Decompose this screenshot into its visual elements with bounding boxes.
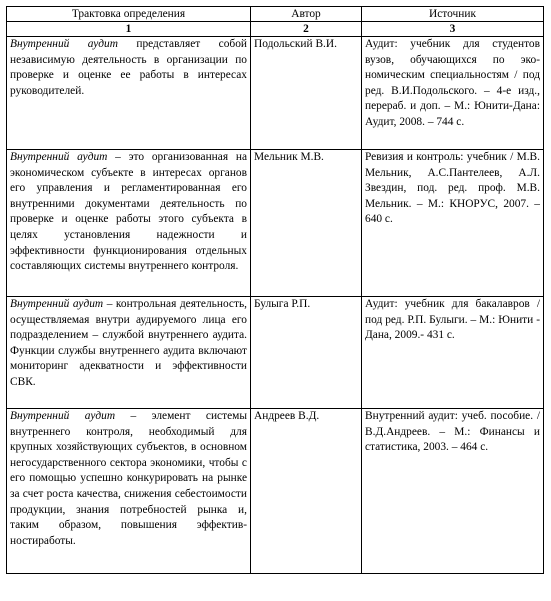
column-number: 2 — [251, 22, 362, 37]
definition-cell — [7, 37, 251, 150]
author-cell: Андреев В.Д. — [251, 409, 362, 574]
column-number: 3 — [362, 22, 544, 37]
table-row — [7, 150, 544, 297]
author-cell: Мельник М.В. — [251, 150, 362, 297]
definition-text: представляет собой независимую деятельность в организации по проверке и оценке ее работы в интересах руководителей. — [10, 38, 247, 97]
term-label: Внутренний аудит — [10, 410, 116, 422]
column-number: 1 — [7, 22, 251, 37]
header-definition: Трактовка определения — [7, 7, 251, 22]
column-number-row — [7, 22, 544, 37]
header-author: Автор — [251, 7, 362, 22]
definition-text: – это организованная на экономическом субъекте в интересах органов его управления и регламентированная его внутренними документами деятельность по проверке и оценке работы этого субъекта в целях установления надежности и эффективности функционирования отдельных составляющих системы внутреннего контроля. — [10, 151, 247, 273]
definition-text: – элемент системы внутреннего контроля, необходимый для крупных хозяйствующих субъектов, в основном негосударственного сектора экономики, чтобы с его помощью успешно конкурировать на рынке за счет роста качества, снижения себестоимости продукции, знания потребностей рынка и, таким образом, повышения эффективностиработы. — [10, 410, 247, 547]
table-row — [7, 37, 544, 150]
source-cell: Аудит: учебник для студентов вузов, обучающихся по экономическим специальностям / под ред. В.И.Подольского. – 4-е изд., перераб. и доп. – М.: Юнити-Дана: Аудит, 2008. – 744 с. — [362, 37, 544, 150]
source-cell: Аудит: учебник для бакалавров / под ред. Р.П. Булыги. – М.: Юнити - Дана, 2009.- 431 с. — [362, 297, 544, 409]
source-cell: Внутренний аудит: учеб. пособие. / В.Д.Андреев. – М.: Финансы и статистика, 2003. – 464 с. — [362, 409, 544, 574]
header-row — [7, 7, 544, 22]
definition-text: – контрольная деятельность, осуществляемая внутри аудируемого лица его подразделением – службой внутреннего аудита. Функции службы внутреннего аудита включают мониторинг адекватности и эффективности СВК. — [10, 298, 248, 388]
definitions-table — [6, 6, 544, 574]
definition-cell — [7, 297, 251, 409]
table-row — [7, 409, 544, 574]
author-cell: Булыга Р.П. — [251, 297, 362, 409]
term-label: Внутренний аудит — [10, 151, 108, 163]
header-source: Источник — [362, 7, 544, 22]
term-label: Внутренний аудит — [10, 38, 118, 50]
definition-cell — [7, 150, 251, 297]
term-label: Внутренний аудит — [10, 298, 104, 310]
author-cell: Подольский В.И. — [251, 37, 362, 150]
table-row — [7, 297, 544, 409]
definition-cell — [7, 409, 251, 574]
source-cell: Ревизия и контроль: учебник / М.В. Мельник, А.С.Пантелеев, А.Л. Звездин, под. ред. проф. М.В. Мельник. – М.: КНОРУС, 2007. – 640 с. — [362, 150, 544, 297]
